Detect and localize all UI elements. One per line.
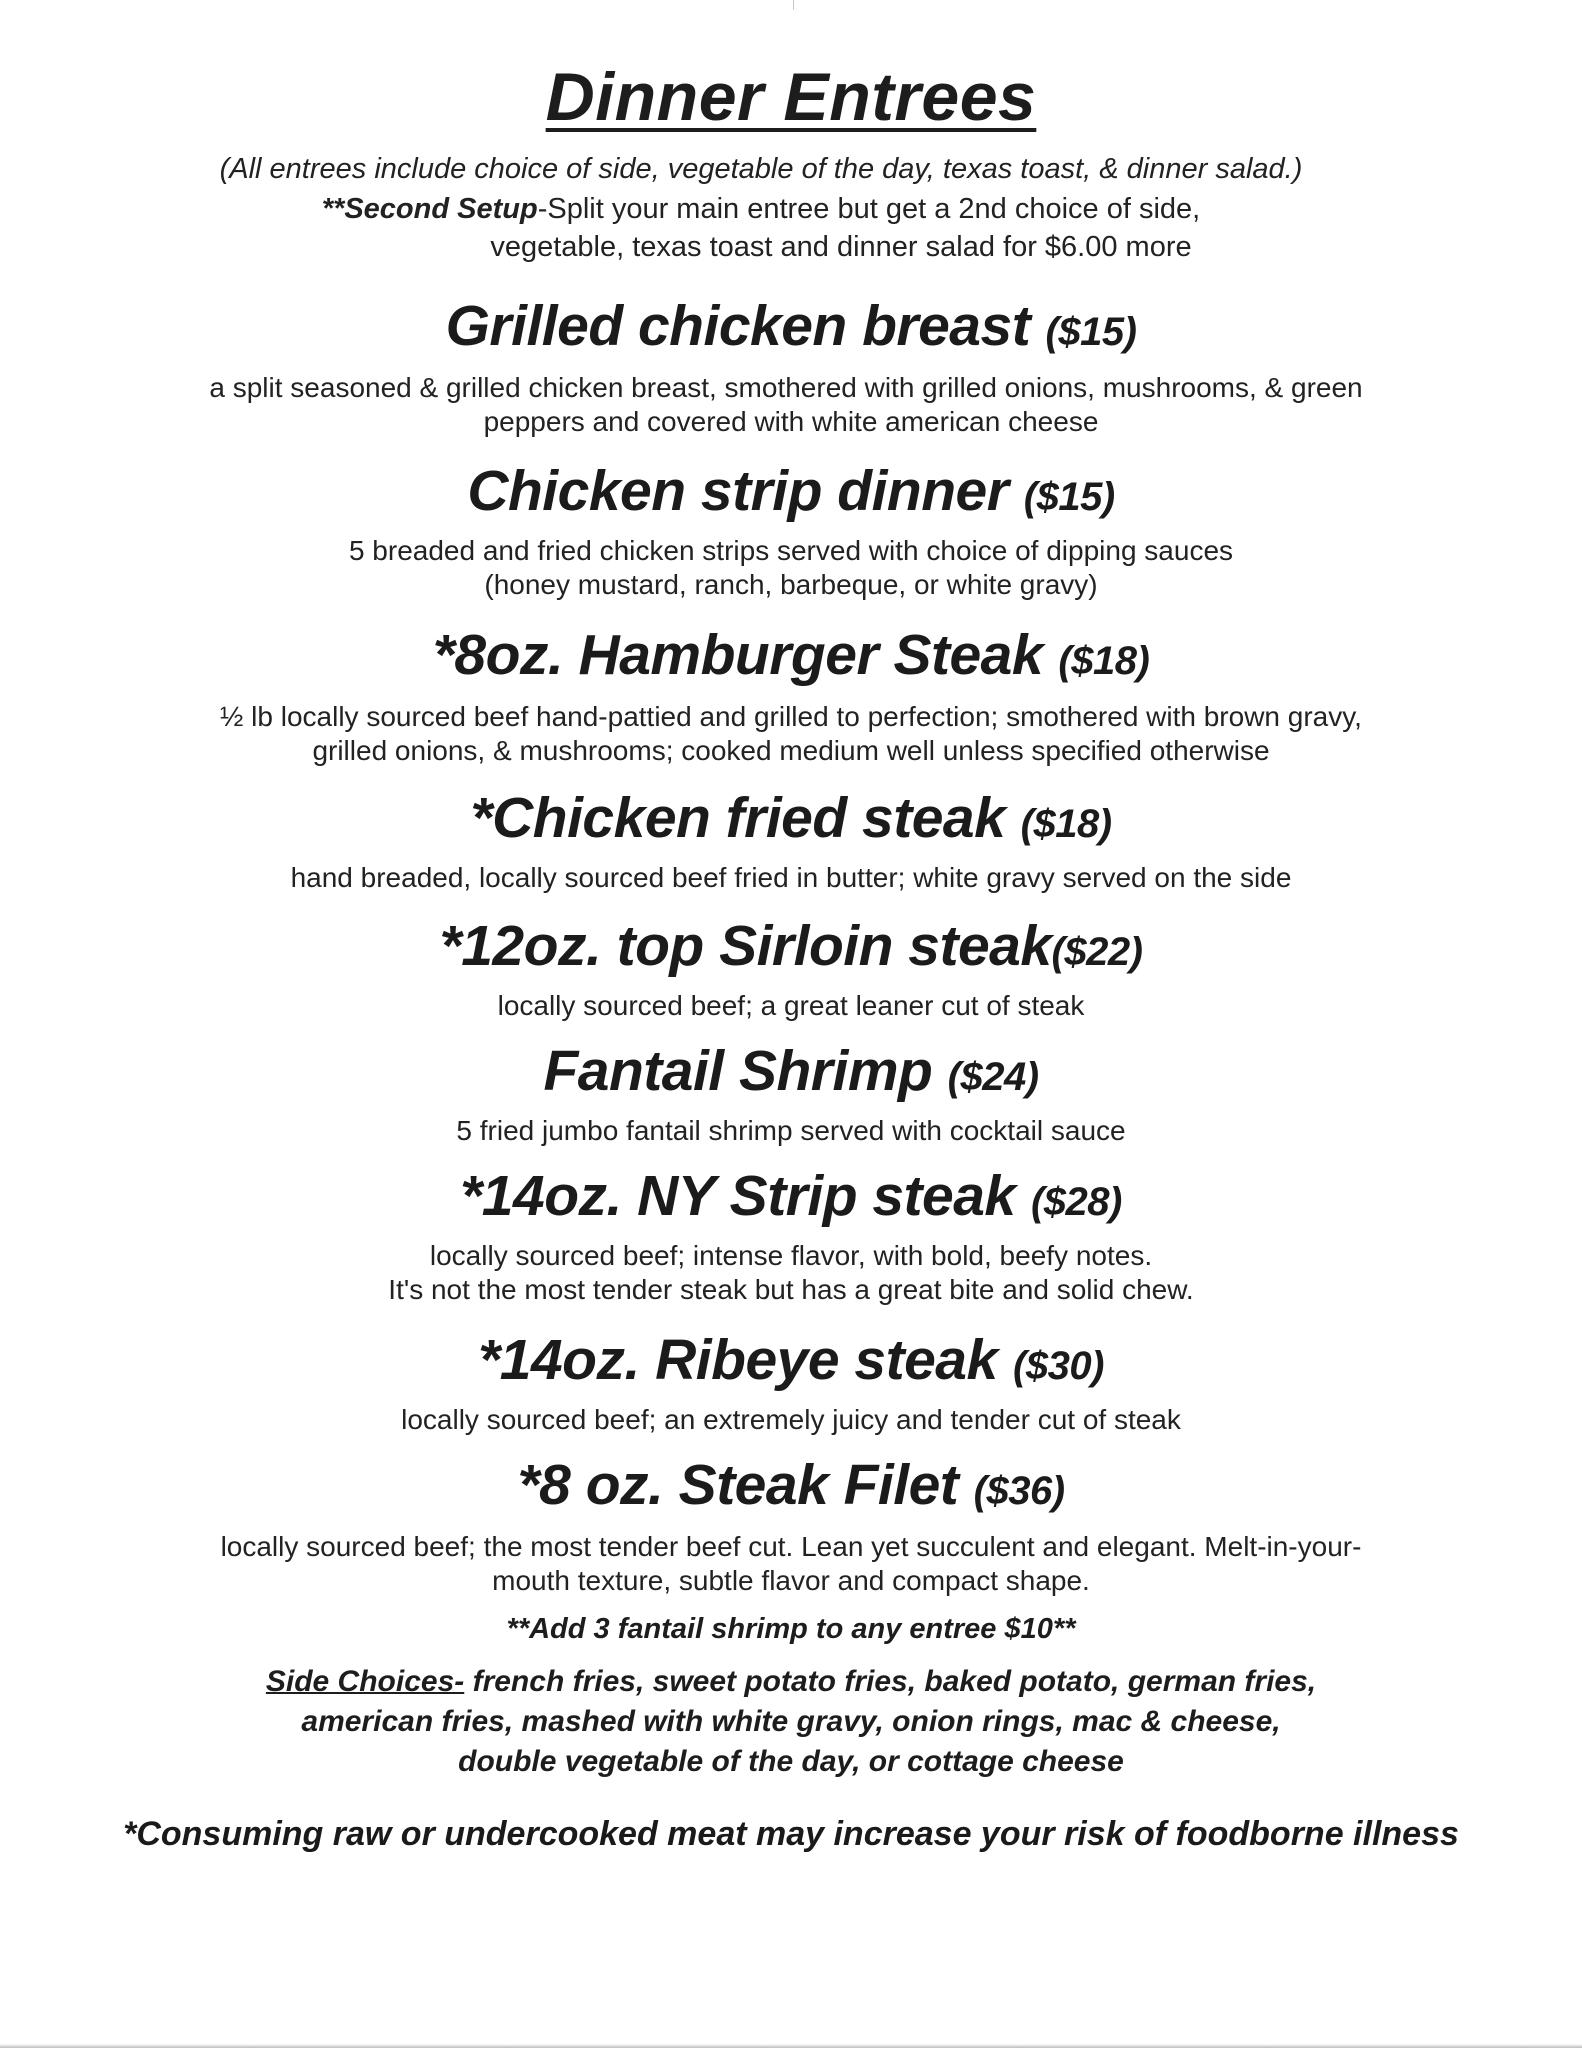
entree-price: ($22): [1051, 930, 1143, 974]
entree-desc-line: mouth texture, subtle flavor and compact shape.: [492, 1565, 1090, 1596]
entree-heading: [0, 1039, 1582, 1103]
entree-desc-line: (honey mustard, ranch, barbeque, or white gravy): [484, 569, 1098, 600]
intro-line-1: (All entrees include choice of side, vegetable of the day, texas toast, & dinner salad.): [219, 153, 1303, 185]
food-safety-disclaimer: *Consuming raw or undercooked meat may increase your risk of foodborne illness: [123, 1815, 1459, 1853]
second-setup-label: **Second Setup: [321, 193, 538, 225]
side-choices: [0, 1662, 1582, 1782]
add-shrimp-note: **Add 3 fantail shrimp to any entree $10**: [506, 1613, 1076, 1645]
entree-heading: [0, 786, 1582, 850]
entree-item: [0, 1164, 1582, 1307]
entree-desc-line: ½ lb locally sourced beef hand-pattied and grilled to perfection; smothered with brown gravy,: [220, 701, 1362, 732]
entree-item: [0, 1039, 1582, 1148]
side-choices-label: Side Choices-: [265, 1665, 465, 1698]
entree-desc-line: hand breaded, locally sourced beef fried in butter; white gravy served on the side: [290, 862, 1292, 893]
entree-heading: [0, 1453, 1582, 1517]
entree-name: *14oz. Ribeye steak: [478, 1328, 998, 1392]
side-choices-line-3: double vegetable of the day, or cottage cheese: [458, 1745, 1124, 1778]
side-choices-line-1: [0, 1662, 1582, 1702]
entree-price: ($15): [1023, 475, 1115, 519]
entree-name: *Chicken fried steak: [470, 786, 1006, 850]
entree-desc-line: peppers and covered with white american cheese: [483, 406, 1099, 437]
entree-desc-line: locally sourced beef; intense flavor, with bold, beefy notes.: [429, 1240, 1153, 1271]
entree-item: [0, 914, 1582, 1023]
entree-item: [0, 1453, 1582, 1598]
entree-price: ($15): [1045, 310, 1137, 354]
entree-desc-line: locally sourced beef; a great leaner cut of steak: [497, 990, 1085, 1021]
entree-price: ($28): [1030, 1180, 1122, 1224]
entree-item: [0, 786, 1582, 895]
intro-line-2: [0, 190, 1552, 228]
entree-desc-line: locally sourced beef; the most tender beef cut. Lean yet succulent and elegant. Melt-in-your-: [220, 1531, 1362, 1562]
entree-desc-line: It's not the most tender steak but has a great bite and solid chew.: [388, 1274, 1194, 1305]
entree-price: ($24): [947, 1055, 1039, 1099]
entree-heading: [0, 1164, 1582, 1228]
entree-item: [0, 1328, 1582, 1437]
entree-price: ($36): [973, 1469, 1065, 1513]
entree-desc-line: a split seasoned & grilled chicken breast, smothered with grilled onions, mushrooms, & green: [209, 372, 1363, 403]
second-setup-text: -Split your main entree but get a 2nd choice of side,: [537, 193, 1201, 225]
entree-name: Fantail Shrimp: [543, 1039, 933, 1103]
scan-bottom-edge: [0, 2044, 1582, 2048]
entree-desc-line: 5 fried jumbo fantail shrimp served with cocktail sauce: [456, 1115, 1126, 1146]
entree-item: [0, 294, 1582, 439]
intro-line-3: vegetable, texas toast and dinner salad for $6.00 more: [490, 231, 1192, 263]
side-choices-text: french fries, sweet potato fries, baked potato, german fries,: [464, 1665, 1317, 1698]
entree-heading: [0, 914, 1582, 978]
entree-name: Grilled chicken breast: [445, 294, 1031, 358]
entree-price: ($18): [1058, 639, 1150, 683]
entree-name: *8 oz. Steak Filet: [517, 1453, 959, 1517]
entree-heading: [0, 294, 1582, 358]
entree-desc-line: locally sourced beef; an extremely juicy and tender cut of steak: [401, 1404, 1181, 1435]
entree-heading: [0, 1328, 1582, 1392]
entree-desc-line: 5 breaded and fried chicken strips served with choice of dipping sauces: [348, 535, 1234, 566]
entree-desc-line: grilled onions, & mushrooms; cooked medium well unless specified otherwise: [312, 735, 1270, 766]
entree-name: *8oz. Hamburger Steak: [432, 623, 1044, 687]
entree-heading: [0, 623, 1582, 687]
entree-price: ($30): [1013, 1344, 1104, 1388]
entree-item: [0, 459, 1582, 602]
page-title: Dinner Entrees: [545, 59, 1037, 135]
side-choices-line-2: american fries, mashed with white gravy, onion rings, mac & cheese,: [301, 1705, 1281, 1738]
entree-heading: [0, 459, 1582, 523]
scan-mark: [793, 0, 794, 10]
entree-name: *14oz. NY Strip steak: [460, 1164, 1016, 1228]
entree-item: [0, 623, 1582, 768]
entree-price: ($18): [1020, 802, 1112, 846]
entree-name: *12oz. top Sirloin steak: [439, 914, 1052, 978]
entree-name: Chicken strip dinner: [467, 459, 1009, 523]
